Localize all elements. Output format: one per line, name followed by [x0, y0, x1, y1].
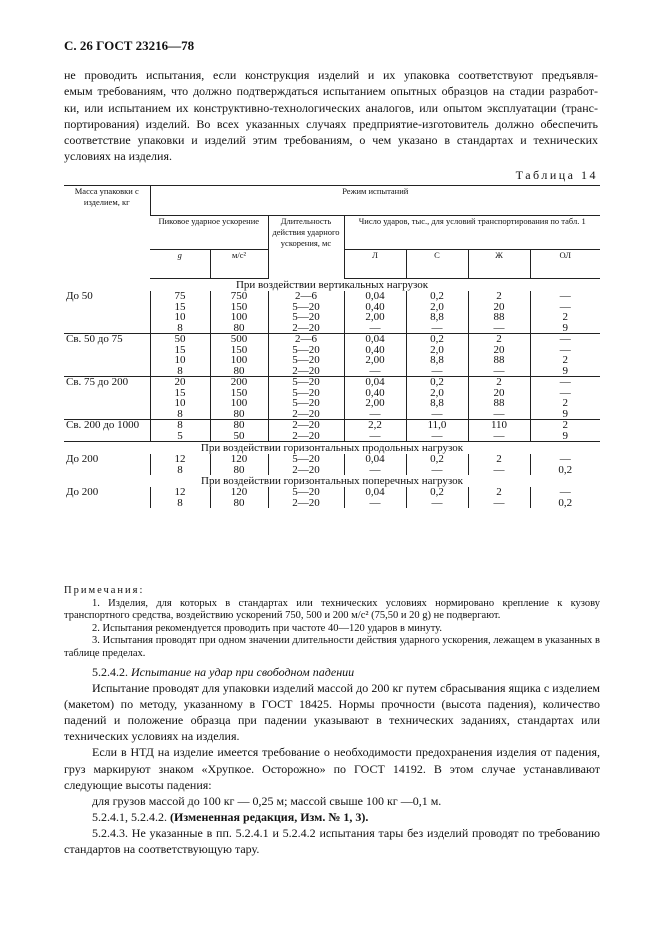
value: 80 — [233, 496, 245, 509]
value: 2—20 — [292, 321, 320, 334]
mass-cell: До 50 — [64, 291, 150, 334]
g-cell — [150, 420, 210, 442]
value: — — [559, 386, 571, 399]
value: 2—6 — [295, 333, 317, 345]
g-cell — [150, 454, 210, 475]
value: 5—20 — [292, 453, 320, 465]
paragraph-3: для грузов массой до 100 кг — 0,25 м; массой свыше 100 кг —0,1 м. — [92, 793, 442, 808]
S-cell — [406, 454, 468, 475]
value: 500 — [230, 333, 248, 345]
value: — — [493, 496, 505, 509]
dur-cell — [268, 454, 344, 475]
value: 8 — [177, 321, 183, 334]
value: 10 — [174, 397, 186, 409]
value: 2—6 — [295, 290, 317, 302]
value: 8 — [177, 496, 183, 509]
value: 150 — [230, 343, 248, 356]
Zh-cell — [468, 454, 530, 475]
value: 2 — [562, 354, 569, 366]
value: 150 — [230, 300, 248, 313]
value: 5—20 — [292, 300, 320, 313]
value: 2—20 — [292, 496, 320, 509]
value: 200 — [230, 376, 248, 388]
paragraph-5: 5.2.4.3. Не указанные в пп. 5.2.4.1 и 5.2.4.2 испытания тары без изделий проводят по требованию стандартов на соответствующую тару. — [64, 825, 600, 857]
value: — — [431, 496, 443, 509]
section-title: При воздействии горизонтальных поперечных нагрузок — [201, 475, 463, 487]
value: 5—20 — [292, 486, 320, 498]
value: — — [559, 333, 571, 345]
value: 80 — [233, 407, 245, 420]
value: 5—20 — [292, 343, 320, 356]
value: 20 — [493, 386, 505, 399]
L-cell — [344, 454, 406, 475]
value: 2 — [496, 290, 502, 302]
duration-header: Длительность действия ударного ускорения, мс — [268, 216, 344, 279]
value: 100 — [230, 397, 248, 409]
Zh-cell — [468, 291, 530, 334]
value: — — [559, 290, 571, 302]
value: 12 — [174, 453, 186, 465]
value: 50 — [233, 429, 245, 442]
value: 2 — [562, 311, 569, 323]
value: 5—20 — [292, 397, 320, 409]
table-caption: Таблица 14 — [515, 168, 598, 182]
value: — — [493, 364, 505, 377]
note-3: 3. Испытания проводят при одном значении длительности действия ударного ускорения, лежащем в указанных в таблице пределах. — [64, 635, 600, 659]
value: 5—20 — [292, 354, 320, 366]
table-row-group — [64, 420, 600, 442]
OL-cell — [530, 454, 600, 475]
OL-cell — [530, 420, 600, 442]
mass-cell: До 200 — [66, 486, 99, 498]
value: 2,00 — [365, 397, 385, 409]
section-heading — [64, 664, 600, 680]
value: 5 — [177, 429, 183, 442]
S-cell — [406, 291, 468, 334]
note-1: 1. Изделия, для которых в стандартах или технических условиях нормировано крепление к кузову транспортного средства, воздействию ускорений 750, 500 и 200 м/с² (75,50 и 20 g) не подвергают. — [64, 597, 600, 622]
value: 2 — [562, 419, 569, 431]
value: — — [559, 343, 571, 356]
value: 8,8 — [430, 397, 444, 409]
value: 0,04 — [365, 333, 385, 345]
value: 2 — [496, 333, 502, 345]
value: 110 — [490, 419, 508, 431]
ms2-header: м/с² — [210, 250, 268, 279]
value: 2—20 — [292, 364, 320, 377]
value: 11,0 — [427, 419, 447, 431]
S-cell — [406, 420, 468, 442]
value: 0,2 — [430, 376, 444, 388]
g-cell — [150, 291, 210, 334]
L-cell — [344, 377, 406, 420]
value: 15 — [174, 300, 186, 313]
intro-line: емым требованиям, что должно подтверждаться испытанием опытных образцов на стадии разработ- — [64, 84, 598, 99]
value: 0,2 — [558, 496, 573, 509]
value: 88 — [493, 397, 505, 409]
section-longitudinal — [64, 442, 600, 455]
OL-cell — [530, 487, 600, 508]
value: 12 — [174, 486, 186, 498]
value: — — [493, 321, 505, 334]
value: 80 — [233, 321, 245, 334]
value: 2,0 — [430, 386, 444, 399]
L-cell — [344, 487, 406, 508]
value: 2,00 — [365, 354, 385, 366]
value: 0,2 — [430, 333, 444, 345]
value: — — [493, 429, 505, 442]
count-header: Число ударов, тыс., для условий транспортирования по табл. 1 — [344, 216, 600, 250]
value: 10 — [174, 354, 186, 366]
Zh-header: Ж — [468, 250, 530, 279]
intro-line: условиях на изделия. — [64, 149, 172, 164]
value: — — [369, 321, 381, 334]
dur-cell — [268, 377, 344, 420]
intro-line: соответствие упаковки и изделий этим требованиям, о чем указано в стандартах и технических — [64, 133, 598, 148]
value: 20 — [174, 376, 186, 388]
Zh-cell — [468, 487, 530, 508]
value: 2—20 — [292, 463, 320, 476]
g-cell — [150, 334, 210, 377]
OL-cell — [530, 334, 600, 377]
value: 0,40 — [365, 386, 385, 399]
amend-note: (Измененная редакция, Изм. № 1, 3). — [170, 809, 369, 824]
intro-line: портирования) изделий. Во всех указанных случаях предприятие-изготовитель должно обеспечить — [64, 116, 598, 131]
value: — — [431, 463, 443, 476]
value: 9 — [562, 429, 569, 442]
note-2: 2. Испытания рекомендуется проводить при частоте 40—120 ударов в минуту. — [92, 622, 442, 634]
value: 20 — [493, 343, 505, 356]
mode-header: Режим испытаний — [150, 186, 600, 216]
value: 9 — [562, 407, 569, 420]
notes-title: Примечания: — [64, 585, 145, 596]
value: 80 — [233, 419, 245, 431]
g-cell — [150, 377, 210, 420]
ms-cell — [210, 334, 268, 377]
S-cell — [406, 377, 468, 420]
table-row-group — [64, 487, 600, 508]
value: 80 — [233, 463, 245, 476]
value: 15 — [174, 343, 186, 356]
value: 0,2 — [430, 486, 444, 498]
L-cell — [344, 334, 406, 377]
value: 120 — [230, 453, 248, 465]
table-row-group — [64, 334, 600, 377]
section-transverse — [64, 475, 600, 487]
value: 0,04 — [365, 290, 385, 302]
test-modes-table — [64, 185, 600, 508]
value: 10 — [174, 311, 186, 323]
value: 50 — [174, 333, 186, 345]
value: 88 — [493, 311, 505, 323]
value: 2 — [562, 397, 569, 409]
OL-cell — [530, 377, 600, 420]
value: 0,04 — [365, 453, 385, 465]
value: — — [431, 429, 443, 442]
mass-cell: Св. 50 до 75 — [64, 334, 150, 377]
OL-header: ОЛ — [530, 250, 600, 279]
dur-cell — [268, 420, 344, 442]
value: 0,40 — [365, 343, 385, 356]
table-row-group — [64, 454, 600, 475]
value: 2 — [496, 376, 502, 388]
value: 2—20 — [292, 407, 320, 420]
value: — — [369, 407, 381, 420]
value: — — [559, 376, 571, 388]
paragraph-1: Испытание проводят для упаковки изделий массой до 200 кг путем сбрасывания ящика с изделием (макетом) по методу, указанному в ГОСТ 18425. Нормы прочности (высота падения), количество падений и положение образца при падении указывают в технических заданиях, стандартах или технических условиях на изделия. — [64, 681, 600, 744]
value: 2—20 — [292, 419, 320, 431]
value: 8 — [177, 463, 183, 476]
value: — — [369, 429, 381, 442]
value: 5—20 — [292, 376, 320, 388]
value: — — [559, 486, 571, 498]
mass-cell: Св. 75 до 200 — [64, 377, 150, 420]
section-title: При воздействии вертикальных нагрузок — [235, 279, 429, 291]
value: — — [493, 463, 505, 476]
mass-cell: Св. 200 до 1000 — [64, 420, 150, 442]
value: 88 — [493, 354, 505, 366]
value: 2,0 — [430, 343, 444, 356]
page-header: С. 26 ГОСТ 23216—78 — [64, 38, 195, 53]
S-header: С — [406, 250, 468, 279]
value: 0,04 — [365, 486, 385, 498]
S-cell — [406, 487, 468, 508]
value: 0,40 — [365, 300, 385, 313]
value: — — [431, 407, 443, 420]
S-cell — [406, 334, 468, 377]
value: 8,8 — [430, 311, 444, 323]
table-row-group — [64, 377, 600, 420]
Zh-cell — [468, 334, 530, 377]
table-row-group — [64, 291, 600, 334]
paragraph-4 — [64, 809, 600, 825]
value: — — [369, 463, 381, 476]
value: 20 — [493, 300, 505, 313]
value: 8 — [177, 364, 183, 377]
section-vertical — [64, 279, 600, 292]
main-text — [64, 664, 600, 857]
paragraph-2: Если в НТД на изделие имеется требование о необходимости предохранения изделия от падения, груз маркируют знаком «Хрупкое. Осторожно» по ГОСТ 14192. В этом случае устанавливают следующие высоты падения: — [64, 745, 600, 792]
value: — — [559, 300, 571, 313]
value: 8,8 — [430, 354, 444, 366]
value: 9 — [562, 364, 569, 377]
ms-cell — [210, 420, 268, 442]
mass-cell: До 200 — [66, 453, 99, 465]
value: 120 — [230, 486, 248, 498]
Zh-cell — [468, 420, 530, 442]
value: 2,0 — [430, 300, 444, 313]
value: 750 — [230, 290, 248, 302]
Zh-cell — [468, 377, 530, 420]
ms-cell — [210, 377, 268, 420]
value: 0,2 — [430, 290, 444, 302]
value: 2—20 — [292, 429, 320, 442]
section-title: При воздействии горизонтальных продольных нагрузок — [200, 442, 464, 454]
value: — — [369, 496, 381, 509]
table-notes — [64, 585, 600, 661]
value: 0,04 — [365, 376, 385, 388]
intro-paragraph — [64, 67, 598, 165]
ms-cell — [210, 291, 268, 334]
value: 2 — [496, 453, 502, 465]
value: — — [493, 407, 505, 420]
value: 2 — [496, 486, 502, 498]
value: 5—20 — [292, 386, 320, 399]
amend-refs: 5.2.4.1, 5.2.4.2. — [92, 809, 167, 824]
intro-line: не проводить испытания, если конструкция изделий и их упаковка соответствуют предъявля- — [64, 68, 598, 82]
L-cell — [344, 291, 406, 334]
peak-header: Пиковое ударное ускорение — [150, 216, 268, 250]
value: — — [369, 364, 381, 377]
dur-cell — [268, 291, 344, 334]
section-number: 5.2.4.2. — [92, 665, 128, 679]
dur-cell — [268, 334, 344, 377]
ms-cell — [210, 487, 268, 508]
value: — — [431, 321, 443, 334]
section-title: Испытание на удар при свободном падении — [131, 665, 355, 679]
value: 100 — [230, 311, 248, 323]
value: 150 — [230, 386, 248, 399]
value: 9 — [562, 321, 569, 334]
dur-cell — [268, 487, 344, 508]
value: 80 — [233, 364, 245, 377]
value: 100 — [230, 354, 248, 366]
value: 8 — [177, 407, 183, 420]
L-cell — [344, 420, 406, 442]
ms-cell — [210, 454, 268, 475]
value: 0,2 — [558, 463, 573, 476]
value: 0,2 — [430, 453, 444, 465]
g-header: g — [150, 250, 210, 279]
intro-line: ки, или испытанием их конструктивно-технологических аналогов, или опытом эксплуатации (транс- — [64, 100, 598, 115]
value: 75 — [174, 290, 186, 302]
value: — — [559, 453, 571, 465]
value: 5—20 — [292, 311, 320, 323]
value: 15 — [174, 386, 186, 399]
g-cell — [150, 487, 210, 508]
value: 2,2 — [368, 419, 382, 431]
value: — — [431, 364, 443, 377]
L-header: Л — [344, 250, 406, 279]
value: 2,00 — [365, 311, 385, 323]
OL-cell — [530, 291, 600, 334]
value: 8 — [177, 419, 183, 431]
col-mass-header: Масса упаковки с изделием, кг — [74, 186, 139, 207]
